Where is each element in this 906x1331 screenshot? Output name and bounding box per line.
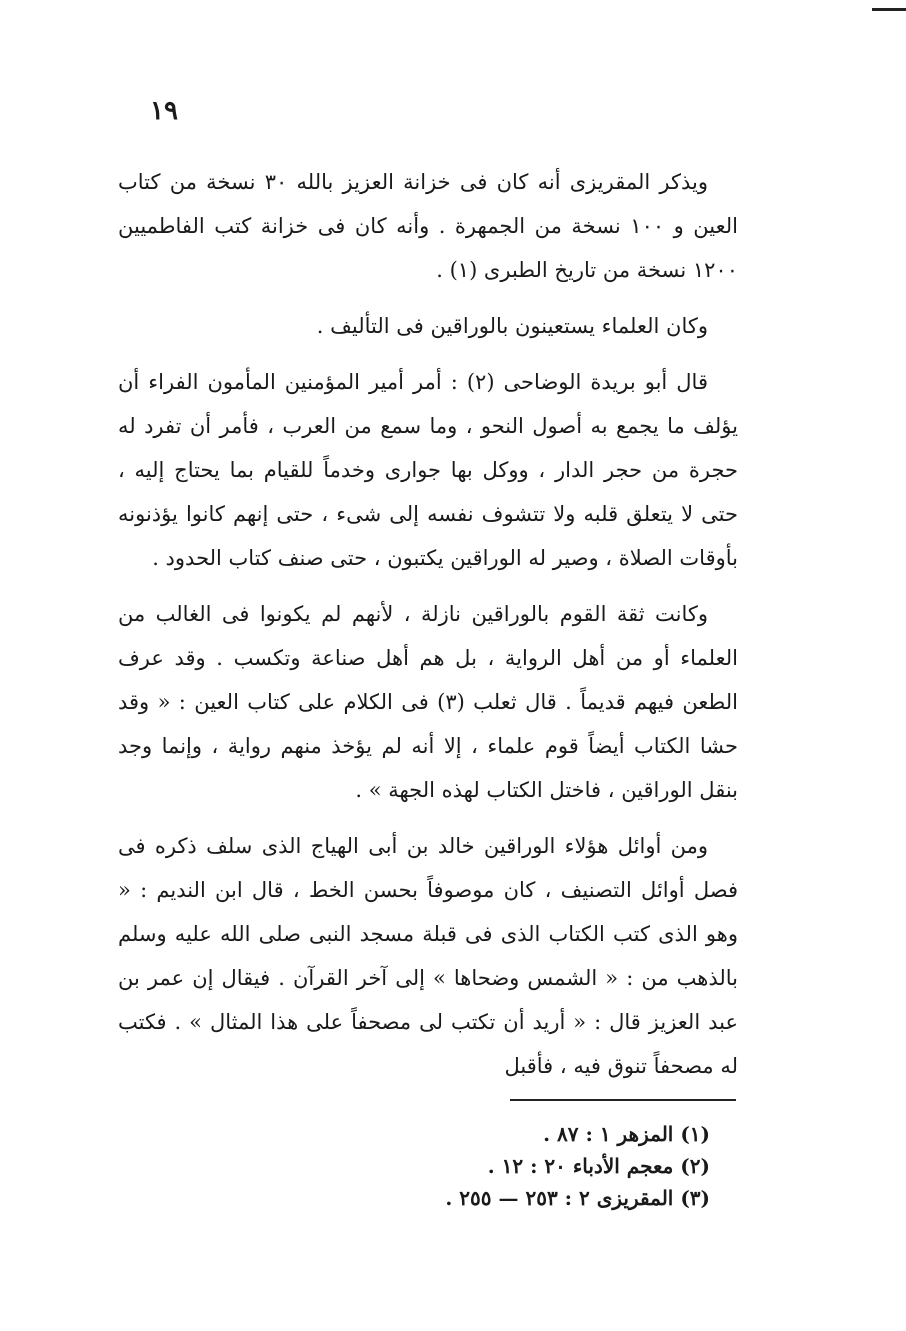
footnote-separator	[510, 1099, 736, 1101]
footnotes	[300, 1118, 710, 1214]
paragraph-maqrizi-copies: ويذكر المقريزى أنه كان فى خزانة العزيز بالله ٣٠ نسخة من كتاب العين و ١٠٠ نسخة من الجمهرة . وأنه كان فى خزانة كتب الفاطميين ١٢٠٠ نسخة من تاريخ الطبرى (١) .	[118, 170, 738, 282]
paragraph-khalid-ibn-abi-hayyaj: ومن أوائل هؤلاء الوراقين خالد بن أبى الهياج الذى سلف ذكره فى فصل أوائل التصنيف ، كان موصوفاً بحسن الخط ، قال ابن النديم : « وهو الذى كتب الكتاب الذى فى قبلة مسجد النبى صلى الله عليه وسلم بالذهب من : « الشمس وضحاها » إلى آخر القرآن . فيقال إن عمر بن عبد العزيز قال : « أريد أن تكتب لى مصحفاً على هذا المثال » . فكتب له مصحفاً تنوق فيه ، فأقبل	[118, 834, 738, 1078]
scan-edge-mark	[872, 8, 906, 11]
paragraph-farra-story: قال أبو بريدة الوضاحى (٢) : أمر أمير المؤمنين المأمون الفراء أن يؤلف ما يجمع به أصول النحو ، وما سمع من العرب ، فأمر أن تفرد له حجرة من حجر الدار ، ووكل بها جوارى وخدماً للقيام بما يحتاج إليه ، حتى لا يتعلق قلبه ولا تتشوف نفسه إلى شىء ، حتى إنهم كانوا يؤذنونه بأوقات الصلاة ، وصير له الوراقين يكتبون ، حتى صنف كتاب الحدود .	[118, 370, 738, 570]
footnote-1: (١) المزهر ١ : ٨٧ .	[543, 1122, 710, 1146]
main-text	[118, 160, 738, 1100]
footnote-2: (٢) معجم الأدباء ٢٠ : ١٢ .	[487, 1154, 710, 1178]
paragraph-scholars-copyists: وكان العلماء يستعينون بالوراقين فى التأليف .	[316, 314, 708, 338]
page-number: ١٩	[150, 96, 178, 126]
footnote-3: (٣) المقريزى ٢ : ٢٥٣ — ٢٥٥ .	[445, 1186, 710, 1210]
paragraph-trust-copyists: وكانت ثقة القوم بالوراقين نازلة ، لأنهم لم يكونوا فى الغالب من العلماء أو من أهل الرواية ، بل هم أهل صناعة وتكسب . وقد عرف الطعن فيهم قديماً . قال ثعلب (٣) فى الكلام على كتاب العين : « وقد حشا الكتاب أيضاً قوم علماء ، إلا أنه لم يؤخذ منهم رواية ، وإنما وجد بنقل الوراقين ، فاختل الكتاب لهذه الجهة » .	[118, 602, 738, 802]
